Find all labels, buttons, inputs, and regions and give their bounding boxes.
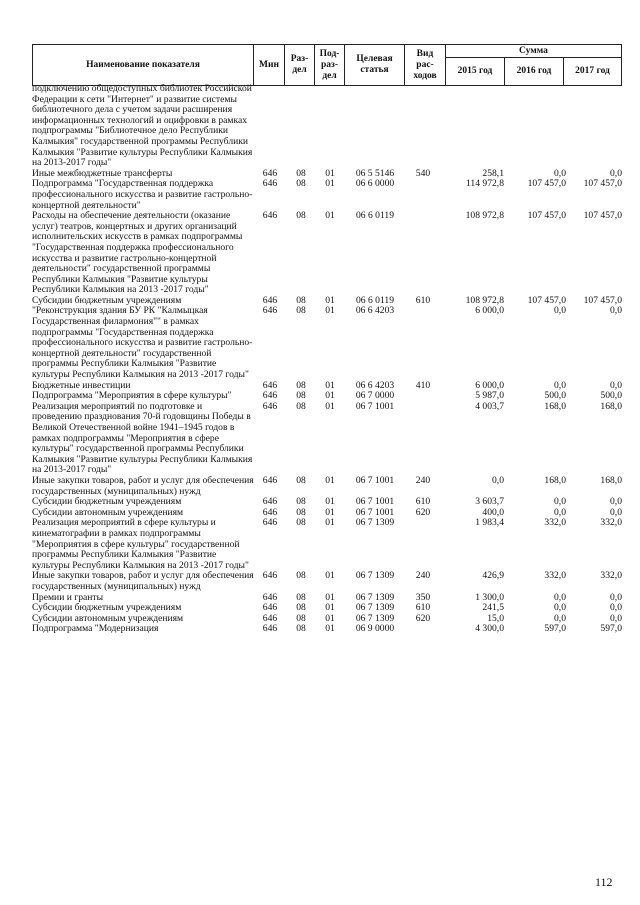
cell-name: Иные закупки товаров, работ и услуг для обеспечения государственных (муниципальных) нужд (32, 570, 254, 592)
cell-podr: 01 (325, 305, 335, 317)
cell-razd: 08 (296, 210, 306, 222)
cell-y16: 0,0 (554, 305, 566, 317)
cell-vid: 620 (415, 506, 431, 518)
cell-vid: 620 (415, 612, 431, 624)
cell-min: 646 (262, 570, 278, 582)
cell-y17: 107 457,0 (583, 178, 622, 190)
cell-razd: 08 (296, 379, 306, 391)
cell-razd: 08 (296, 474, 306, 486)
cell-vid: 610 (415, 294, 431, 306)
cell-razd: 08 (296, 602, 306, 614)
cell-razd: 08 (296, 517, 306, 529)
cell-min: 646 (262, 167, 278, 179)
cell-name: Реализация мероприятий в сфере культуры и кинематографии в рамках подпрограммы "Мероприятия в сфере культуры" государственной программы Республики Калмыкия "Развитие культуры Республики Калмыкия на 2013 -2017 годы" (32, 517, 249, 571)
cell-y15: 4 300,0 (475, 623, 504, 635)
cell-y16: 168,0 (544, 474, 566, 486)
cell-podr: 01 (325, 623, 335, 635)
cell-podr: 01 (325, 167, 335, 179)
cell-min: 646 (262, 210, 278, 222)
cell-y15: 108 972,8 (465, 294, 504, 306)
cell-min: 646 (262, 305, 278, 317)
cell-cst: 06 7 1309 (355, 517, 395, 529)
cell-y16: 597,0 (544, 623, 566, 635)
cell-y15: 6 000,0 (475, 305, 504, 317)
cell-y17: 0,0 (610, 379, 622, 391)
cell-y17: 0,0 (610, 305, 622, 317)
cell-name: Подпрограмма "Мероприятия в сфере культуры" (32, 390, 232, 402)
cell-podr: 01 (325, 570, 335, 582)
cell-y16: 0,0 (554, 496, 566, 508)
cell-cst: 06 7 1309 (355, 591, 395, 603)
cell-razd: 08 (296, 623, 306, 635)
header-2017: 2017 год (563, 57, 622, 86)
cell-y15: 6 000,0 (475, 379, 504, 391)
header-vid: Вид рас- ходов (404, 44, 446, 86)
table-body (32, 84, 622, 635)
cell-min: 646 (262, 400, 278, 412)
cell-podr: 01 (325, 496, 335, 508)
header-name: Наименование показателя (32, 44, 254, 86)
cell-y17: 107 457,0 (583, 294, 622, 306)
cell-min: 646 (262, 178, 278, 190)
cell-podr: 01 (325, 178, 335, 190)
cell-razd: 08 (296, 591, 306, 603)
table-row (32, 84, 622, 169)
cell-y15: 241,5 (482, 602, 504, 614)
cell-cst: 06 9 0000 (355, 623, 395, 635)
table-row (32, 179, 622, 211)
table-row (32, 624, 622, 635)
cell-podr: 01 (325, 602, 335, 614)
cell-y17: 0,0 (610, 591, 622, 603)
cell-vid: 240 (415, 570, 431, 582)
cell-cst: 06 7 1309 (355, 612, 395, 624)
cell-podr: 01 (325, 612, 335, 624)
cell-y16: 107 457,0 (527, 294, 566, 306)
cell-cst: 06 6 4203 (355, 305, 395, 317)
cell-y15: 108 972,8 (465, 210, 504, 222)
cell-cst: 06 7 0000 (355, 390, 395, 402)
cell-razd: 08 (296, 305, 306, 317)
cell-cst: 06 6 0000 (355, 178, 395, 190)
cell-y17: 332,0 (600, 570, 622, 582)
cell-cst: 06 5 5146 (355, 167, 395, 179)
cell-y16: 332,0 (544, 517, 566, 529)
cell-cst: 06 6 4203 (355, 379, 395, 391)
cell-y15: 400,0 (482, 506, 504, 518)
table-row (32, 571, 622, 592)
cell-razd: 08 (296, 506, 306, 518)
cell-y17: 0,0 (610, 496, 622, 508)
cell-y16: 0,0 (554, 612, 566, 624)
cell-podr: 01 (325, 474, 335, 486)
cell-y15: 1 983,4 (475, 517, 504, 529)
cell-min: 646 (262, 517, 278, 529)
cell-podr: 01 (325, 591, 335, 603)
cell-min: 646 (262, 623, 278, 635)
cell-vid: 610 (415, 496, 431, 508)
cell-podr: 01 (325, 379, 335, 391)
header-tselevaya: Целевая статья (344, 44, 405, 86)
cell-name: Иные закупки товаров, работ и услуг для обеспечения государственных (муниципальных) нужд (32, 474, 254, 497)
cell-y17: 0,0 (610, 602, 622, 614)
cell-y17: 0,0 (610, 506, 622, 518)
cell-podr: 01 (325, 517, 335, 529)
cell-y15: 5 987,0 (475, 390, 504, 402)
cell-y15: 3 603,7 (475, 496, 504, 508)
cell-cst: 06 6 0119 (355, 294, 395, 306)
cell-name: Расходы на обеспечение деятельности (оказание услуг) театров, концертных и других организаций исполнительских искусств в рамках подпрограммы "Государственная поддержка профессионального искусства и развитие гастрольно-концертной деятельности" государственной программы Республики Калмыкия "Развитие культуры Республики Калмыкия на 2013 -2017 годы" (32, 210, 243, 296)
cell-min: 646 (262, 602, 278, 614)
table-header (32, 44, 622, 86)
cell-y16: 168,0 (544, 400, 566, 412)
cell-razd: 08 (296, 390, 306, 402)
cell-y16: 0,0 (554, 602, 566, 614)
header-podrazdel: Под- раз- дел (314, 44, 345, 86)
cell-name: "Реконструкция здания БУ РК "Калмыцкая Государственная филармония"" в рамках подпрограммы "Государственная поддержка профессионального искусства и развитие гастрольно-концертной деятельности" государственной программы Республики Калмыкия "Развитие культуры Республики Калмыкия на 2013 -2017 годы" (32, 305, 253, 381)
cell-razd: 08 (296, 570, 306, 582)
table-row (32, 306, 622, 380)
cell-name: Подпрограмма "Государственная поддержка профессионального искусства и развитие гастрольно-концертной деятельности" (32, 178, 253, 211)
cell-cst: 06 7 1001 (355, 474, 395, 486)
cell-podr: 01 (325, 400, 335, 412)
table-row (32, 518, 622, 571)
cell-min: 646 (262, 379, 278, 391)
cell-y15: 114 972,8 (465, 178, 504, 190)
cell-razd: 08 (296, 496, 306, 508)
cell-name: Субсидии бюджетным учреждениям (32, 496, 182, 508)
cell-name: Бюджетные инвестиции (32, 379, 131, 391)
cell-y17: 168,0 (600, 474, 622, 486)
cell-min: 646 (262, 591, 278, 603)
cell-y16: 0,0 (554, 167, 566, 179)
cell-y17: 332,0 (600, 517, 622, 529)
cell-name: Субсидии автономным учреждениям (32, 506, 184, 518)
cell-y15: 0,0 (492, 474, 504, 486)
cell-vid: 610 (415, 602, 431, 614)
cell-min: 646 (262, 612, 278, 624)
cell-cst: 06 7 1001 (355, 400, 395, 412)
cell-y15: 258,1 (482, 167, 504, 179)
cell-y16: 0,0 (554, 379, 566, 391)
header-summa: Сумма (445, 44, 622, 58)
cell-razd: 08 (296, 294, 306, 306)
header-razdel: Раз- дел (284, 44, 315, 86)
cell-y17: 0,0 (610, 167, 622, 179)
cell-y16: 107 457,0 (527, 178, 566, 190)
cell-name: Подпрограмма "Модернизация (32, 623, 159, 635)
cell-min: 646 (262, 506, 278, 518)
table-row (32, 211, 622, 296)
cell-min: 646 (262, 496, 278, 508)
cell-name: Субсидии автономным учреждениям (32, 612, 184, 624)
cell-podr: 01 (325, 210, 335, 222)
cell-razd: 08 (296, 400, 306, 412)
cell-cst: 06 6 0119 (355, 210, 395, 222)
cell-y16: 500,0 (544, 390, 566, 402)
cell-y15: 4 003,7 (475, 400, 504, 412)
header-2016: 2016 год (504, 57, 564, 86)
cell-name: Субсидии бюджетным учреждениям (32, 602, 182, 614)
cell-y16: 0,0 (554, 506, 566, 518)
cell-vid: 540 (415, 167, 431, 179)
cell-name: Субсидии бюджетным учреждениям (32, 294, 182, 306)
cell-min: 646 (262, 474, 278, 486)
cell-cst: 06 7 1001 (355, 506, 395, 518)
cell-razd: 08 (296, 178, 306, 190)
cell-vid: 240 (415, 474, 431, 486)
cell-min: 646 (262, 294, 278, 306)
cell-name: Реализация мероприятий по подготовке и проведению празднования 70-й годовщины Победы в Великой Отечественной войне 1941–1945 годов в рамках подпрограммы "Мероприятия в сфере культуры" государственной программы Республики Калмыкия "Развитие культуры Республики Калмыкия на 2013-2017 годы" (32, 400, 253, 476)
cell-y16: 107 457,0 (527, 210, 566, 222)
cell-podr: 01 (325, 294, 335, 306)
cell-y17: 107 457,0 (583, 210, 622, 222)
cell-cst: 06 7 1309 (355, 602, 395, 614)
cell-podr: 01 (325, 390, 335, 402)
cell-name: подключению общедоступных библиотек Российской Федерации к сети "Интернет" и развитие системы библиотечного дела с учетом задачи расширения информационных технологий и оцифровки в рамках подпрограммы "Библиотечное дело Республики Калмыкия" государственной программы Республики Калмыкия "Развитие культуры Республики Калмыкия на 2013-2017 годы" (32, 83, 253, 169)
cell-podr: 01 (325, 506, 335, 518)
cell-y17: 168,0 (600, 400, 622, 412)
header-min: Мин (253, 44, 285, 86)
cell-y15: 426,9 (482, 570, 504, 582)
cell-cst: 06 7 1309 (355, 570, 395, 582)
cell-y16: 332,0 (544, 570, 566, 582)
cell-name: Премии и гранты (32, 591, 104, 603)
table-row (32, 402, 622, 476)
cell-razd: 08 (296, 612, 306, 624)
cell-y17: 0,0 (610, 612, 622, 624)
page-number: 112 (595, 875, 613, 889)
cell-cst: 06 7 1001 (355, 496, 395, 508)
table-row (32, 476, 622, 497)
header-2015: 2015 год (445, 57, 505, 86)
cell-vid: 410 (415, 379, 431, 391)
cell-y16: 0,0 (554, 591, 566, 603)
cell-razd: 08 (296, 167, 306, 179)
cell-y17: 500,0 (600, 390, 622, 402)
cell-y15: 1 300,0 (475, 591, 504, 603)
cell-y15: 15,0 (487, 612, 504, 624)
cell-name: Иные межбюджетные трансферты (32, 167, 173, 179)
cell-y17: 597,0 (600, 623, 622, 635)
cell-vid: 350 (415, 591, 431, 603)
cell-min: 646 (262, 390, 278, 402)
